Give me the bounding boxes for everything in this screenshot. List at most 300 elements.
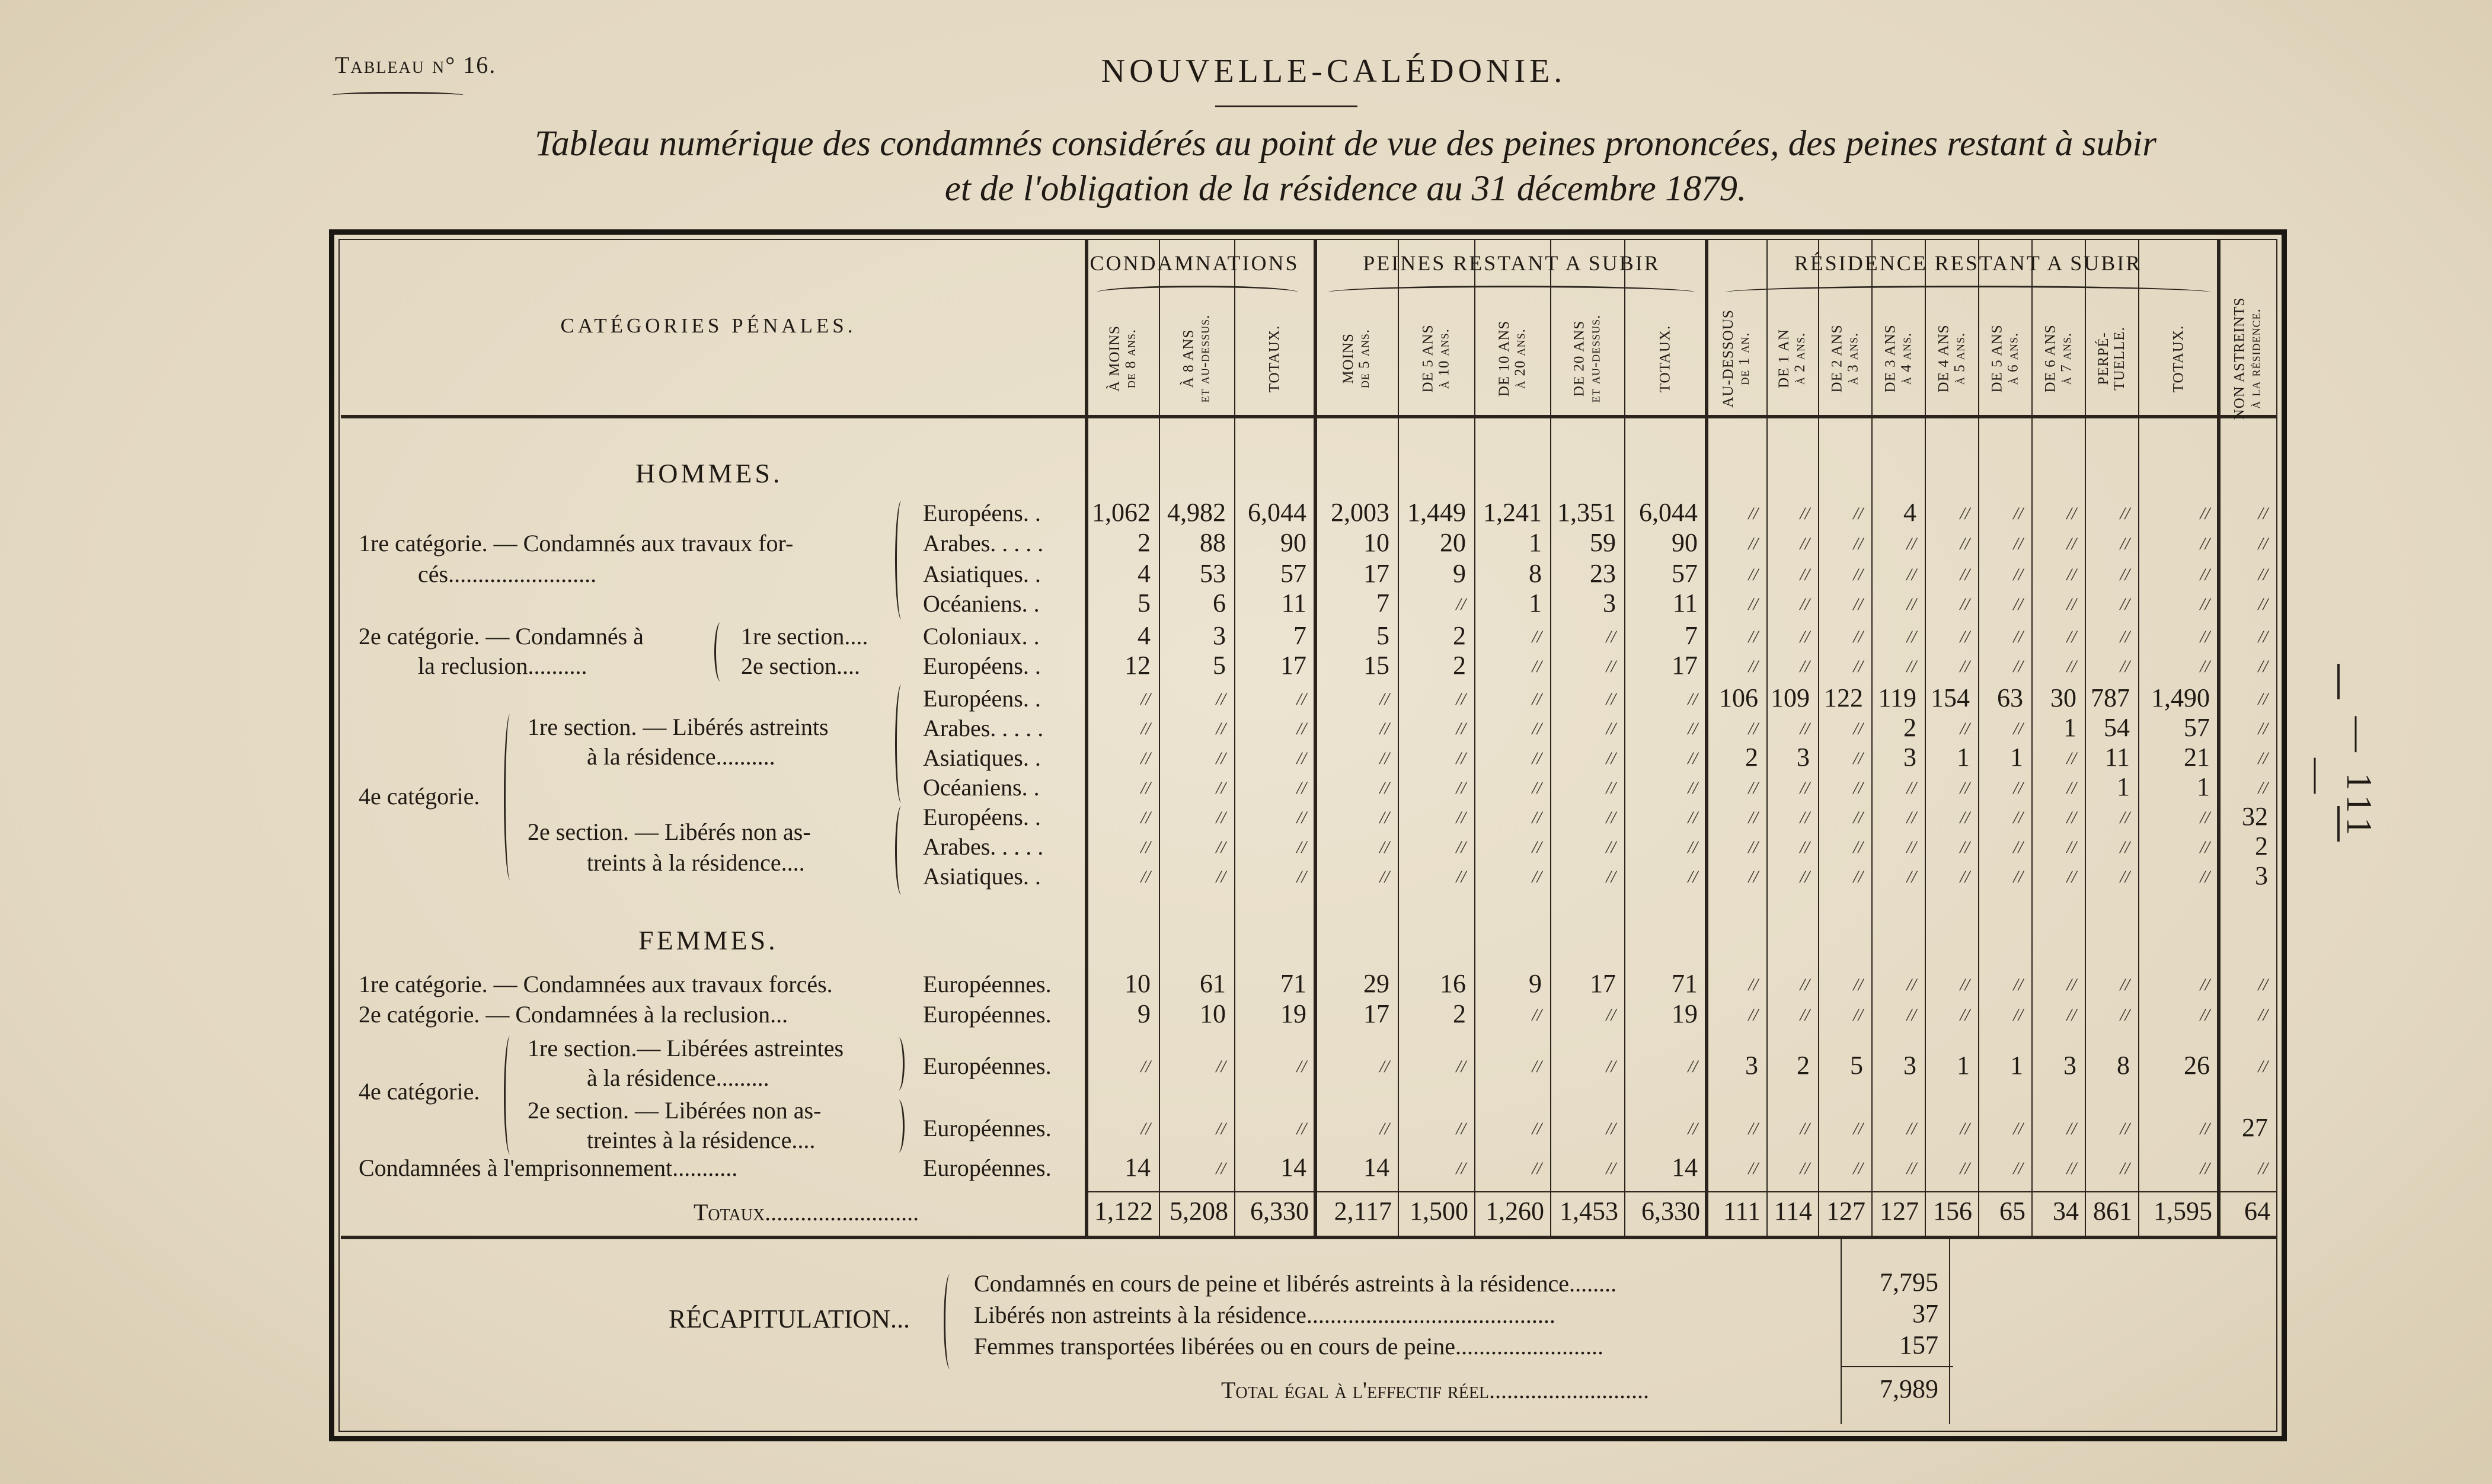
table-cell: // — [2258, 778, 2268, 798]
column-header-label: TOTAUX. — [1266, 325, 1283, 392]
row-origin: Européens. . — [923, 653, 1041, 679]
recap-line-2: Libérés non astreints à la résidence.......................................... — [974, 1301, 1555, 1328]
table-cell: 4 — [1903, 498, 1916, 527]
column-header-label: MOINS de 5 ans. — [1340, 328, 1372, 389]
h-cat1-label-b: cés......................... — [418, 561, 597, 587]
table-cell: // — [1960, 504, 1970, 523]
table-cell: // — [1296, 837, 1306, 857]
table-cell: // — [1748, 719, 1758, 738]
group-header-peines: PEINES RESTANT A SUBIR — [1363, 251, 1660, 275]
total-cell: 127 — [1880, 1197, 1919, 1226]
table-cell: 154 — [1931, 683, 1970, 712]
column-header — [1086, 299, 1159, 418]
total-cell: 114 — [1774, 1197, 1812, 1226]
table-cell: // — [2120, 534, 2130, 554]
table-cell: // — [2200, 504, 2210, 523]
table-cell: // — [1906, 1005, 1916, 1025]
group-header-residence: RÉSIDENCE RESTANT A SUBIR — [1794, 251, 2142, 275]
table-cell: // — [1296, 689, 1306, 709]
table-cell: // — [1748, 1159, 1758, 1178]
table-cell: // — [2200, 837, 2210, 857]
table-cell: 23 — [1590, 559, 1616, 588]
table-cell: 1 — [2197, 772, 2210, 801]
table-cell: // — [1606, 657, 1616, 676]
table-cell: // — [2120, 594, 2130, 614]
table-cell: // — [2200, 975, 2210, 994]
table-cell: // — [1216, 808, 1226, 827]
table-cell: // — [1532, 749, 1542, 768]
table-cell: // — [2066, 627, 2076, 647]
column-header-label: TOTAUX. — [1657, 325, 1673, 392]
table-cell: // — [2200, 565, 2210, 584]
table-cell: // — [2066, 1119, 2076, 1138]
table-cell: // — [1379, 778, 1389, 798]
table-cell: // — [1532, 719, 1542, 738]
table-cell: // — [1800, 534, 1810, 554]
brace-h-cat1 — [895, 501, 908, 619]
table-cell: 19 — [1672, 999, 1698, 1028]
table-cell: 109 — [1771, 683, 1810, 712]
total-cell: 6,330 — [1250, 1197, 1309, 1226]
table-cell: // — [1800, 594, 1810, 614]
table-cell: 7 — [1293, 621, 1306, 650]
table-cell: // — [1532, 867, 1542, 887]
row-origin: Arabes. . . . . — [923, 530, 1044, 556]
table-cell: 54 — [2104, 713, 2130, 742]
table-cell: // — [1379, 719, 1389, 738]
column-header — [1159, 299, 1234, 418]
group-brace-condamnations — [1097, 286, 1298, 299]
table-cell: 2 — [1138, 528, 1151, 557]
table-cell: // — [2013, 504, 2023, 523]
table-cell: // — [1748, 1119, 1758, 1138]
table-cell: // — [1800, 565, 1810, 584]
table-cell: // — [1748, 657, 1758, 676]
table-cell: // — [1853, 1159, 1863, 1178]
table-cell: // — [1606, 1005, 1616, 1025]
column-header — [1925, 299, 1978, 418]
column-header — [1624, 299, 1706, 418]
page-number-dash-bottom — [2337, 806, 2340, 842]
row-origin: Européennes. — [923, 971, 1052, 997]
table-cell: // — [1606, 1057, 1616, 1076]
table-cell: // — [1688, 808, 1698, 827]
table-cell: // — [1748, 837, 1758, 857]
table-cell: 14 — [1124, 1153, 1151, 1182]
table-cell: // — [1853, 975, 1863, 994]
table-cell: // — [1216, 689, 1226, 709]
table-cell: // — [2120, 504, 2130, 523]
table-cell: // — [1296, 719, 1306, 738]
table-cell: 2 — [1797, 1051, 1810, 1080]
table-cell: 4,982 — [1167, 498, 1226, 527]
column-header — [2218, 299, 2276, 418]
table-cell: 17 — [1280, 651, 1306, 680]
table-cell: 8 — [1529, 559, 1542, 588]
h-cat2-section1: 1re section.... — [741, 623, 868, 650]
table-cell: // — [2013, 565, 2023, 584]
column-header — [1315, 299, 1398, 418]
recap-column-rule — [1841, 1237, 1842, 1424]
table-cell: // — [1688, 1057, 1698, 1076]
table-cell: // — [1216, 837, 1226, 857]
table-cell: // — [2013, 627, 2023, 647]
table-cell: 11 — [2104, 743, 2130, 772]
table-cell: // — [1456, 689, 1466, 709]
section-hommes: HOMMES. — [635, 458, 783, 488]
table-cell: // — [2200, 594, 2210, 614]
table-cell: // — [1800, 1005, 1810, 1025]
column-header — [1766, 299, 1818, 418]
table-cell: 119 — [1878, 683, 1916, 712]
table-cell: 1 — [1529, 528, 1542, 557]
table-cell: // — [1456, 1057, 1466, 1076]
table-cell: // — [2013, 975, 2023, 994]
table-cell: // — [2258, 749, 2268, 768]
column-header — [1818, 299, 1871, 418]
table-cell: 14 — [1672, 1153, 1698, 1182]
table-cell: 29 — [1363, 969, 1389, 998]
table-cell: // — [2120, 627, 2130, 647]
table-cell: 26 — [2184, 1051, 2210, 1080]
table-cell: 3 — [1603, 589, 1616, 618]
table-cell: // — [1456, 867, 1466, 887]
table-cell: // — [2200, 1159, 2210, 1178]
table-cell: // — [1960, 565, 1970, 584]
table-cell: 1,351 — [1557, 498, 1616, 527]
table-cell: // — [1456, 749, 1466, 768]
table-cell: // — [2200, 627, 2210, 647]
table-cell: // — [1216, 1057, 1226, 1076]
column-header-label: À 8 ANS et au-dessus. — [1180, 314, 1213, 403]
recap-total-value: 7,989 — [1880, 1374, 1938, 1403]
table-cell: 787 — [2091, 683, 2130, 712]
table-cell: // — [1606, 808, 1616, 827]
table-cell: 27 — [2242, 1113, 2268, 1142]
table-cell: // — [2120, 565, 2130, 584]
table-cell: 1 — [2063, 713, 2076, 742]
table-cell: 7 — [1685, 621, 1698, 650]
table-cell: // — [2120, 1005, 2130, 1025]
totals-rule-bottom — [341, 1236, 2276, 1239]
table-cell: // — [1140, 749, 1151, 768]
table-cell: // — [1853, 749, 1863, 768]
brace-f-cat4 — [504, 1036, 516, 1154]
table-cell: // — [2120, 808, 2130, 827]
table-cell: // — [1140, 837, 1151, 857]
table-cell: // — [2066, 657, 2076, 676]
table-cell: // — [2120, 1159, 2130, 1178]
row-origin: Européens. . — [923, 685, 1041, 712]
table-cell: // — [1748, 808, 1758, 827]
table-cell: // — [1748, 1005, 1758, 1025]
row-origin: Européennes. — [923, 1154, 1052, 1181]
table-cell: // — [1216, 1119, 1226, 1138]
column-header-label: DE 20 ANS et au-dessus. — [1571, 314, 1603, 403]
table-cell: // — [2066, 1005, 2076, 1025]
f-cat4-s1-label-b: à la résidence......... — [587, 1064, 769, 1091]
table-cell: 5 — [1376, 621, 1389, 650]
table-cell: // — [1748, 778, 1758, 798]
row-origin: Asiatiques. . — [923, 744, 1041, 771]
table-cell: // — [1800, 778, 1810, 798]
table-cell: // — [1606, 689, 1616, 709]
table-cell: 10 — [1200, 999, 1226, 1028]
table-cell: // — [2258, 1159, 2268, 1178]
recap-value-3: 157 — [1899, 1331, 1938, 1360]
row-origin: Européens. . — [923, 500, 1041, 526]
table-cell: // — [1800, 975, 1810, 994]
table-cell: // — [1853, 657, 1863, 676]
table-cell: 17 — [1672, 651, 1698, 680]
table-cell: // — [1800, 808, 1810, 827]
table-cell: // — [1906, 1119, 1916, 1138]
table-cell: // — [2258, 627, 2268, 647]
total-cell: 156 — [1933, 1197, 1972, 1226]
table-cell: // — [1748, 975, 1758, 994]
table-cell: // — [1140, 719, 1151, 738]
column-header — [1550, 299, 1624, 418]
f-cat1-label: 1re catégorie. — Condamnées aux travaux forcés. — [359, 971, 833, 997]
table-cell: // — [2258, 975, 2268, 994]
table-cell: 10 — [1124, 969, 1151, 998]
total-cell: 1,500 — [1410, 1197, 1468, 1226]
table-cell: // — [1688, 1119, 1698, 1138]
column-header — [1398, 299, 1474, 418]
table-cell: 9 — [1453, 559, 1466, 588]
title-rule — [1215, 105, 1357, 107]
table-cell: // — [1960, 1159, 1970, 1178]
table-cell: 6 — [1213, 589, 1226, 618]
table-cell: // — [1606, 778, 1616, 798]
table-cell: // — [2258, 534, 2268, 554]
table-cell: // — [2013, 778, 2023, 798]
table-cell: // — [1296, 749, 1306, 768]
column-header-label: NON ASTREINTS à la résidence. — [2231, 297, 2264, 420]
table-cell: // — [1532, 1119, 1542, 1138]
table-cell: // — [1853, 565, 1863, 584]
h-cat1-label-a: 1re catégorie. — Condamnés aux travaux for- — [359, 530, 794, 556]
table-cell: // — [1960, 778, 1970, 798]
total-cell: 111 — [1723, 1197, 1761, 1226]
table-cell: 6,044 — [1248, 498, 1306, 527]
table-cell: // — [1960, 657, 1970, 676]
table-cell: // — [1379, 837, 1389, 857]
column-header-label: À MOINS de 8 ans. — [1106, 325, 1139, 392]
table-cell: // — [1960, 719, 1970, 738]
table-cell: // — [1216, 1159, 1226, 1178]
table-cell: // — [1800, 837, 1810, 857]
table-cell: 59 — [1590, 528, 1616, 557]
tableau-label: Tableau n° 16. — [335, 52, 497, 78]
total-cell: 34 — [2053, 1197, 2079, 1226]
column-header — [1871, 299, 1925, 418]
table-cell: 2 — [1453, 621, 1466, 650]
table-cell: 1 — [1529, 589, 1542, 618]
table-cell: 90 — [1672, 528, 1698, 557]
table-cell: 9 — [1529, 969, 1542, 998]
categories-header: CATÉGORIES PÉNALES. — [560, 314, 857, 337]
table-cell: // — [2013, 1159, 2023, 1178]
table-cell: // — [1456, 837, 1466, 857]
table-cell: // — [1456, 1159, 1466, 1178]
table-cell: // — [1216, 719, 1226, 738]
table-cell: // — [1532, 657, 1542, 676]
table-cell: 71 — [1672, 969, 1698, 998]
table-cell: // — [1800, 627, 1810, 647]
table-cell: 11 — [1672, 589, 1698, 618]
h-cat4-s1-label-a: 1re section. — Libérés astreints — [528, 714, 829, 740]
table-cell: // — [2258, 594, 2268, 614]
table-cell: // — [1853, 627, 1863, 647]
brace-h-cat4-s1 — [895, 685, 908, 803]
table-cell: // — [2013, 657, 2023, 676]
table-cell: // — [2013, 594, 2023, 614]
table-cell: // — [1906, 627, 1916, 647]
table-cell: // — [2066, 808, 2076, 827]
h-cat2-section2: 2e section.... — [741, 653, 861, 679]
table-cell: 10 — [1363, 528, 1389, 557]
table-cell: // — [1960, 534, 1970, 554]
table-cell: 12 — [1124, 651, 1151, 680]
table-cell: // — [1853, 1005, 1863, 1025]
table-cell: // — [2066, 975, 2076, 994]
table-cell: // — [1906, 867, 1916, 887]
table-cell: // — [2258, 689, 2268, 709]
column-header — [1474, 299, 1550, 418]
table-cell: // — [1606, 867, 1616, 887]
table-cell: // — [2120, 1119, 2130, 1138]
f-emprisonnement-label: Condamnées à l'emprisonnement........... — [359, 1154, 738, 1181]
total-cell: 127 — [1826, 1197, 1865, 1226]
group-header-condamnations: CONDAMNATIONS — [1090, 251, 1299, 275]
column-header-label: DE 6 ANS à 7 ans. — [2042, 324, 2074, 393]
table-cell: // — [2258, 565, 2268, 584]
column-header-label: TOTAUX. — [2170, 325, 2186, 392]
table-cell: // — [1140, 808, 1151, 827]
table-cell: // — [2013, 719, 2023, 738]
column-header — [1706, 299, 1766, 418]
table-cell: // — [1379, 1057, 1389, 1076]
row-origin: Coloniaux. . — [923, 623, 1040, 650]
table-cell: 122 — [1824, 683, 1863, 712]
brace-recap — [944, 1274, 956, 1369]
table-cell: // — [2013, 867, 2023, 887]
table-cell: // — [1379, 867, 1389, 887]
table-cell: 5 — [1138, 589, 1151, 618]
row-origin: Européennes. — [923, 1001, 1052, 1028]
table-subtitle — [332, 121, 2359, 212]
table-cell: 2,003 — [1331, 498, 1389, 527]
table-cell: 3 — [1903, 743, 1916, 772]
column-header-label: DE 3 ANS à 4 ans. — [1882, 324, 1914, 393]
table-cell: // — [2200, 867, 2210, 887]
table-cell: // — [1853, 778, 1863, 798]
table-cell: 14 — [1280, 1153, 1306, 1182]
table-cell: // — [1296, 867, 1306, 887]
table-cell: // — [1140, 778, 1151, 798]
table-cell: // — [1532, 808, 1542, 827]
table-cell: // — [2013, 837, 2023, 857]
table-cell: // — [1688, 719, 1698, 738]
total-cell: 2,117 — [1334, 1197, 1392, 1226]
table-cell: // — [1532, 1005, 1542, 1025]
table-cell: // — [2013, 1119, 2023, 1138]
table-cell: 15 — [1363, 651, 1389, 680]
table-cell: 20 — [1440, 528, 1466, 557]
section-femmes: FEMMES. — [638, 925, 778, 955]
table-cell: // — [2258, 657, 2268, 676]
table-cell: 3 — [1745, 1051, 1758, 1080]
table-cell: // — [1532, 1057, 1542, 1076]
table-cell: // — [1853, 534, 1863, 554]
table-cell: // — [1379, 1119, 1389, 1138]
row-origin: Océaniens. . — [923, 590, 1040, 617]
brace-h-cat2 — [714, 622, 727, 682]
table-cell: // — [1800, 657, 1810, 676]
total-cell: 1,260 — [1485, 1197, 1544, 1226]
table-cell: // — [2120, 867, 2130, 887]
table-cell: // — [2200, 534, 2210, 554]
table-cell: 1,490 — [2151, 683, 2210, 712]
table-cell: // — [1906, 565, 1916, 584]
table-cell: // — [1216, 778, 1226, 798]
table-cell: // — [1606, 1119, 1616, 1138]
table-cell: // — [1748, 867, 1758, 887]
table-cell: // — [1140, 689, 1151, 709]
table-cell: // — [2200, 657, 2210, 676]
table-cell: // — [1606, 1159, 1616, 1178]
table-cell: // — [1906, 657, 1916, 676]
row-origin: Arabes. . . . . — [923, 715, 1044, 741]
table-cell: // — [1532, 1159, 1542, 1178]
table-cell: // — [2200, 808, 2210, 827]
table-cell: // — [1688, 778, 1698, 798]
table-cell: // — [1800, 504, 1810, 523]
table-cell: // — [2258, 1005, 2268, 1025]
subtitle-line-2: et de l'obligation de la résidence au 31 décembre 1879. — [944, 169, 1747, 209]
table-cell: // — [1853, 719, 1863, 738]
table-cell: 9 — [1138, 999, 1151, 1028]
row-origin: Océaniens. . — [923, 774, 1040, 801]
table-cell: // — [2066, 778, 2076, 798]
table-cell: // — [1960, 837, 1970, 857]
table-cell: // — [1456, 808, 1466, 827]
table-cell: 1,449 — [1407, 498, 1466, 527]
table-cell: // — [1748, 627, 1758, 647]
table-cell: // — [1532, 689, 1542, 709]
brace-h-cat4 — [504, 714, 516, 880]
subtitle-line-1: Tableau numérique des condamnés considérés au point de vue des peines prononcées, des peines restant à subir — [534, 124, 2157, 164]
table-cell: // — [1960, 867, 1970, 887]
table-cell: // — [1688, 837, 1698, 857]
column-header-label: DE 5 ANS à 10 ans. — [1420, 324, 1452, 393]
table-cell: 3 — [2255, 861, 2268, 890]
table-cell: // — [1748, 534, 1758, 554]
f-cat2-label: 2e catégorie. — Condamnées à la reclusion... — [359, 1001, 788, 1028]
table-cell: 2 — [1903, 713, 1916, 742]
table-cell: 88 — [1200, 528, 1226, 557]
brace-f-cat4-s1 — [892, 1037, 905, 1090]
table-cell: 16 — [1440, 969, 1466, 998]
recap-line-1: Condamnés en cours de peine et libérés astreints à la résidence........ — [974, 1270, 1617, 1297]
table-cell: // — [1906, 534, 1916, 554]
table-cell: // — [1379, 749, 1389, 768]
header-rule-left — [341, 415, 1086, 418]
table-cell: // — [1606, 749, 1616, 768]
table-cell: 19 — [1280, 999, 1306, 1028]
table-cell: // — [1960, 594, 1970, 614]
